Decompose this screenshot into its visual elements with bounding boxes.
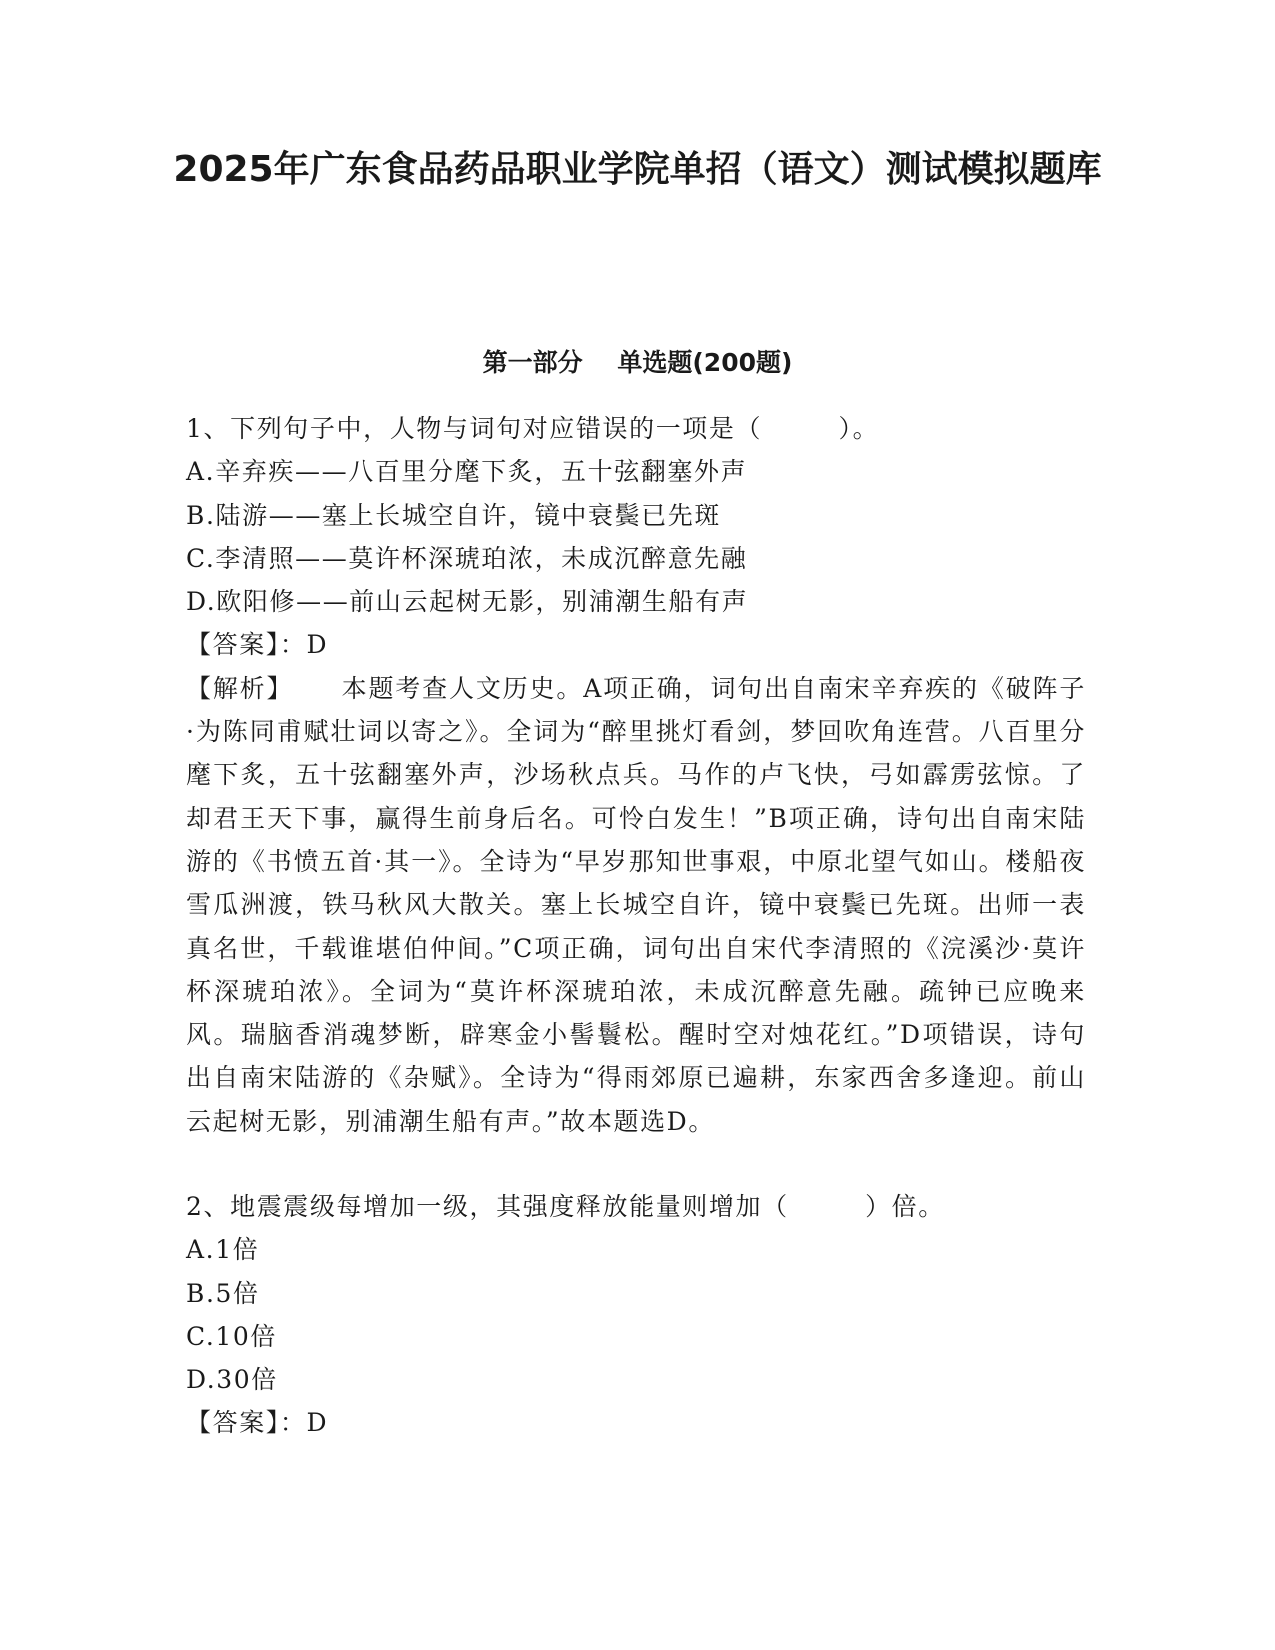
answer-line [186, 623, 1086, 666]
option-d: D.欧阳修——前山云起树无影，别浦潮生船有声 [186, 587, 749, 617]
option-b: B.5倍 [186, 1278, 260, 1308]
question-stem: 2、地震震级每增加一级，其强度释放能量则增加（ ）倍。 [186, 1192, 945, 1221]
analysis-text: 本题考查人文历史。A项正确，词句出自南宋辛弃疾的《破阵子·为陈同甫赋壮词以寄之》。全词为“醉里挑灯看剑，梦回吹角连营。八百里分麾下炙，五十弦翻塞外声，沙场秋点兵。马作的卢飞快，弓如霹雳弦惊。了却君王天下事，赢得生前身后名。可怜白发生！”B项正确，诗句出自南宋陆游的《书愤五首·其一》。全诗为“早岁那知世事艰，中原北望气如山。楼船夜雪瓜洲渡，铁马秋风大散关。塞上长城空自许，镜中衰鬓已先斑。出师一表真名世，千载谁堪伯仲间。”C项正确，词句出自宋代李清照的《浣溪沙·莫许杯深琥珀浓》。全词为“莫许杯深琥珀浓，未成沉醉意先融。疏钟已应晚来风。瑞脑香消魂梦断，辟寒金小髻鬟松。醒时空对烛花红。”D项错误，诗句出自南宋陆游的《杂赋》。全诗为“得雨郊原已遍耕，东家西舍多逢迎。前山云起树无影，别浦潮生船有声。”故本题选D。 [186, 673, 1086, 1136]
section-heading: 第一部分 单选题(200题) [482, 348, 793, 377]
analysis-paragraph [186, 667, 1086, 1143]
answer-label: 【答案】： [186, 1408, 307, 1438]
document-title: 2025年广东食品药品职业学院单招（语文）测试模拟题库 [173, 149, 1102, 190]
answer-label: 【答案】： [186, 630, 307, 660]
question-stem: 1、下列句子中，人物与词句对应错误的一项是（ ）。 [186, 414, 880, 443]
option-a: A.1倍 [186, 1235, 260, 1265]
option-a: A.辛弃疾——八百里分麾下炙，五十弦翻塞外声 [186, 457, 748, 487]
answer-line [186, 1401, 1086, 1444]
answer-value: D [306, 630, 329, 660]
option-b: B.陆游——塞上长城空自许，镜中衰鬓已先斑 [186, 500, 721, 530]
option-c: C.10倍 [186, 1321, 277, 1351]
analysis-label: 【解析】 [186, 673, 294, 703]
question-1 [186, 407, 1086, 1143]
answer-value: D [306, 1408, 329, 1438]
question-2 [186, 1185, 1086, 1445]
option-d: D.30倍 [186, 1365, 278, 1395]
option-c: C.李清照——莫许杯深琥珀浓，未成沉醉意先融 [186, 543, 748, 573]
